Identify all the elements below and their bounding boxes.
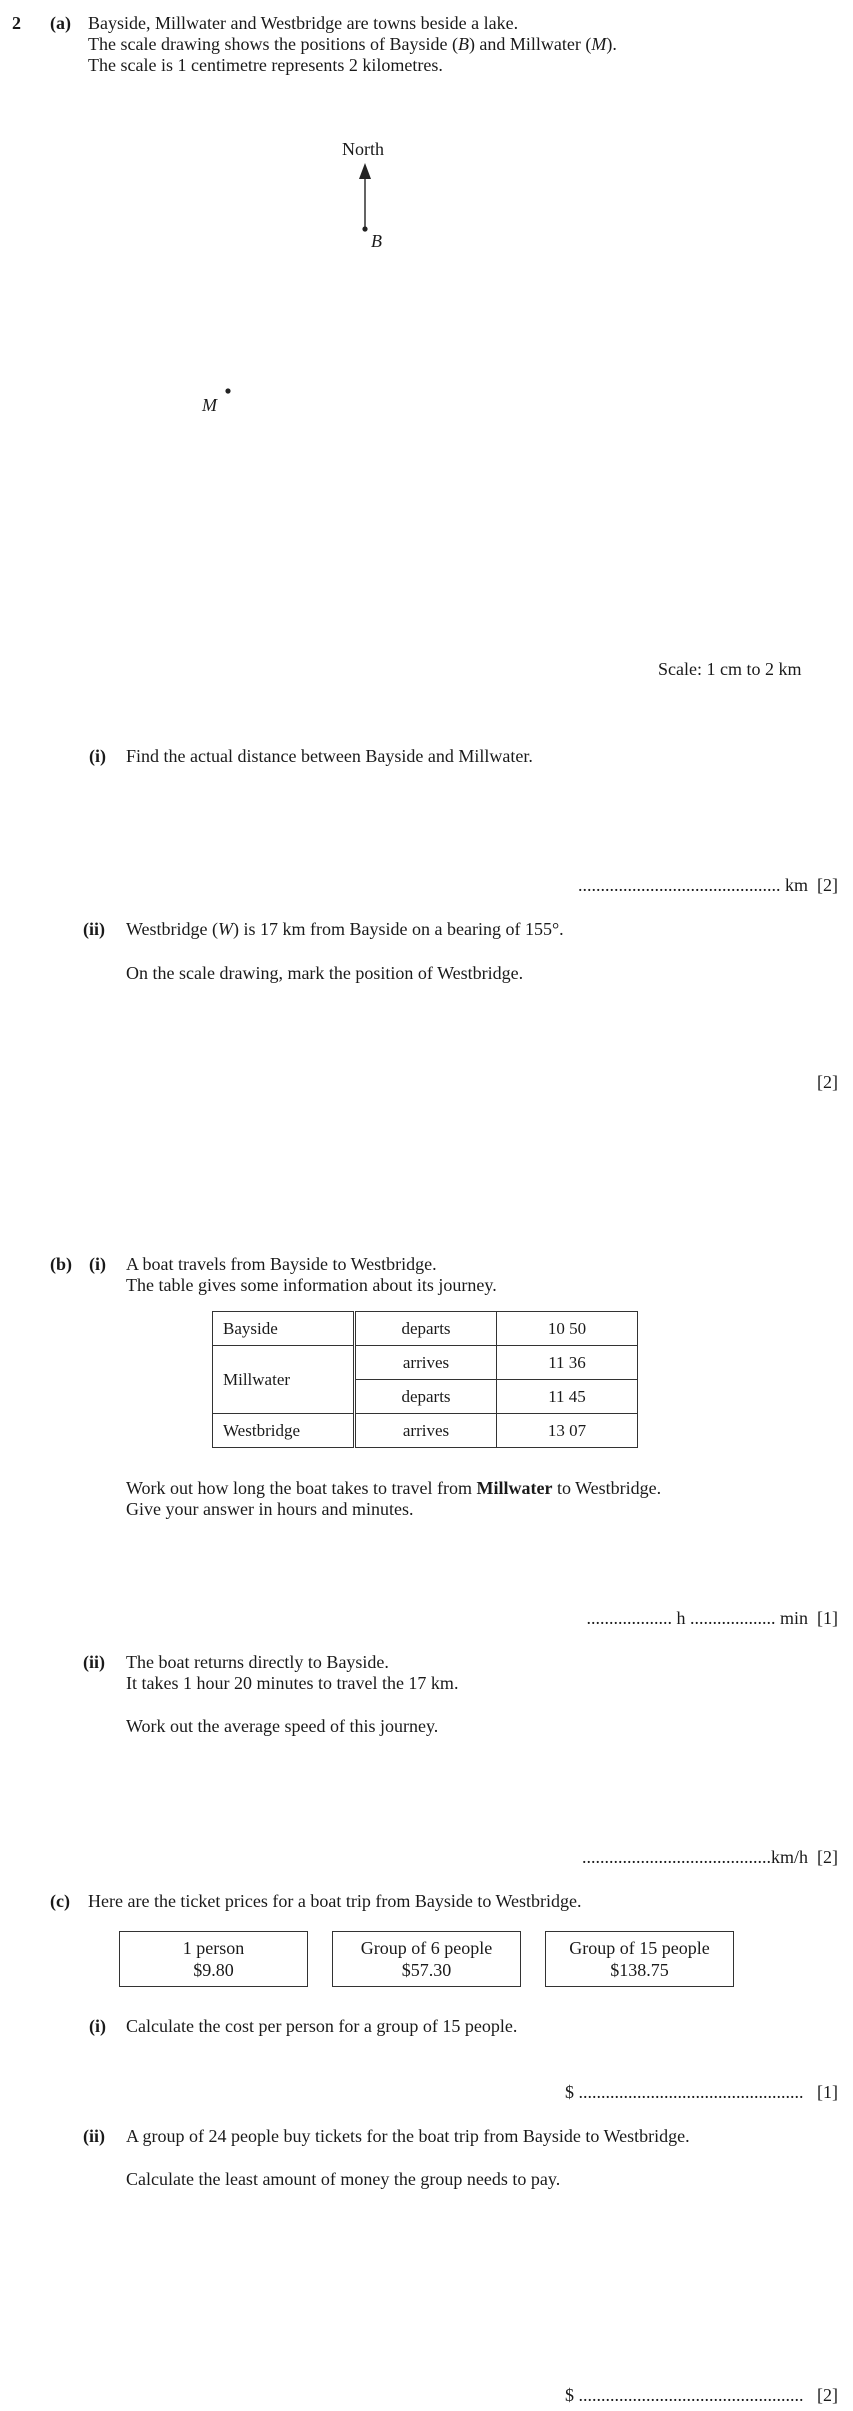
- intro-text: ) and Millwater (: [468, 34, 592, 54]
- text: to Westbridge.: [552, 1478, 662, 1498]
- answer-dots-hours: ...................: [586, 1608, 672, 1628]
- b-ii-answer-line[interactable]: [582, 1846, 838, 1868]
- b-ii-text1: The boat returns directly to Bayside.: [126, 1652, 389, 1672]
- text: Work out how long the boat takes to travel from: [126, 1478, 477, 1498]
- ticket-group: Group of 15 people: [569, 1938, 710, 1958]
- ticket-price: $57.30: [401, 1960, 452, 1980]
- journey-table: [212, 1311, 638, 1448]
- a-ii-label: (ii): [83, 919, 105, 939]
- c-ii-label: (ii): [83, 2126, 105, 2146]
- event-cell: arrives: [355, 1414, 497, 1448]
- answer-dots: ..........................................: [581, 1847, 771, 1867]
- event-cell: departs: [355, 1312, 497, 1346]
- part-c-label: (c): [50, 1891, 70, 1911]
- place-cell: Bayside: [213, 1312, 355, 1346]
- time-cell: 11 36: [497, 1346, 638, 1380]
- c-i-text: Calculate the cost per person for a group of 15 people.: [126, 2016, 518, 2036]
- north-arrow-head: [359, 163, 371, 179]
- part-c-intro: Here are the ticket prices for a boat trip from Bayside to Westbridge.: [88, 1891, 582, 1911]
- scale-text: Scale: 1 cm to 2 km: [658, 659, 802, 679]
- b-i-label: (i): [89, 1254, 106, 1274]
- intro-text: The scale drawing shows the positions of Bayside (: [88, 34, 458, 54]
- scale-drawing[interactable]: [0, 0, 853, 700]
- unit-min: min: [779, 1608, 808, 1628]
- part-a-intro-line1: Bayside, Millwater and Westbridge are towns beside a lake.: [88, 13, 519, 33]
- place-cell: Millwater: [213, 1346, 355, 1414]
- table-row: [213, 1312, 638, 1346]
- b-i-text2: The table gives some information about its journey.: [126, 1275, 497, 1295]
- place-cell: Westbridge: [213, 1414, 355, 1448]
- unit-h: h: [676, 1608, 686, 1628]
- intro-b-symbol: B: [457, 34, 469, 54]
- part-a-intro-line3: The scale is 1 centimetre represents 2 kilometres.: [88, 55, 443, 75]
- part-b-label: (b): [50, 1254, 72, 1274]
- currency: $: [565, 2082, 574, 2102]
- a-i-text: Find the actual distance between Bayside and Millwater.: [126, 746, 533, 766]
- unit-kmh: km/h: [770, 1847, 808, 1867]
- part-a-label: (a): [50, 13, 71, 33]
- currency: $: [565, 2385, 574, 2405]
- b-ii-text2: It takes 1 hour 20 minutes to travel the 17 km.: [126, 1673, 459, 1693]
- b-i-work-line1: [126, 1477, 661, 1499]
- answer-dots: ..................................................: [578, 2385, 804, 2405]
- table-row: [213, 1414, 638, 1448]
- b-i-answer-line[interactable]: [586, 1607, 838, 1629]
- time-cell: 10 50: [497, 1312, 638, 1346]
- marks: [1]: [817, 2082, 838, 2102]
- b-i-text1: A boat travels from Bayside to Westbridge.: [126, 1254, 437, 1274]
- a-ii-text: [126, 918, 564, 940]
- millwater-bold: Millwater: [476, 1478, 553, 1498]
- marks: [2]: [817, 2385, 838, 2405]
- ticket-box-1-person: [119, 1931, 308, 1987]
- marks: [2]: [817, 1847, 838, 1867]
- answer-dots-minutes: ...................: [689, 1608, 776, 1628]
- millwater-point: [225, 388, 230, 393]
- text: Westbridge (: [126, 919, 219, 939]
- b-ii-label: (ii): [83, 1652, 105, 1672]
- a-i-answer-line[interactable]: [578, 874, 838, 896]
- a-ii-marks: [2]: [817, 1072, 838, 1092]
- intro-m-symbol: M: [591, 34, 607, 54]
- unit-km: km: [784, 875, 808, 895]
- w-symbol: W: [218, 919, 234, 939]
- event-cell: arrives: [355, 1346, 497, 1380]
- b-i-work-line2: Give your answer in hours and minutes.: [126, 1499, 414, 1519]
- event-cell: departs: [355, 1380, 497, 1414]
- time-cell: 13 07: [497, 1414, 638, 1448]
- a-i-label: (i): [89, 746, 106, 766]
- answer-dots: ..................................................: [578, 2082, 804, 2102]
- bayside-point: [362, 226, 367, 231]
- time-cell: 11 45: [497, 1380, 638, 1414]
- text: ) is 17 km from Bayside on a bearing of 155°.: [233, 919, 564, 939]
- c-ii-answer-line[interactable]: [565, 2384, 838, 2406]
- millwater-label: M: [202, 395, 217, 415]
- ticket-group: 1 person: [182, 1938, 245, 1958]
- b-ii-text3: Work out the average speed of this journey.: [126, 1716, 439, 1736]
- answer-dots: .............................................: [577, 875, 781, 895]
- a-ii-text2: On the scale drawing, mark the position of Westbridge.: [126, 963, 524, 983]
- ticket-price: $9.80: [193, 1960, 234, 1980]
- c-i-answer-line[interactable]: [565, 2081, 838, 2103]
- bayside-label: B: [371, 231, 382, 251]
- marks: [2]: [817, 875, 838, 895]
- intro-text: ).: [606, 34, 617, 54]
- ticket-price: $138.75: [610, 1960, 669, 1980]
- ticket-box-6-people: [332, 1931, 521, 1987]
- marks: [1]: [817, 1608, 838, 1628]
- c-i-label: (i): [89, 2016, 106, 2036]
- c-ii-text1: A group of 24 people buy tickets for the boat trip from Bayside to Westbridge.: [126, 2126, 690, 2146]
- ticket-group: Group of 6 people: [360, 1938, 493, 1958]
- question-number: 2: [12, 13, 21, 33]
- north-label: North: [342, 139, 384, 159]
- ticket-box-15-people: [545, 1931, 734, 1987]
- c-ii-text2: Calculate the least amount of money the group needs to pay.: [126, 2169, 561, 2189]
- table-row: [213, 1346, 638, 1380]
